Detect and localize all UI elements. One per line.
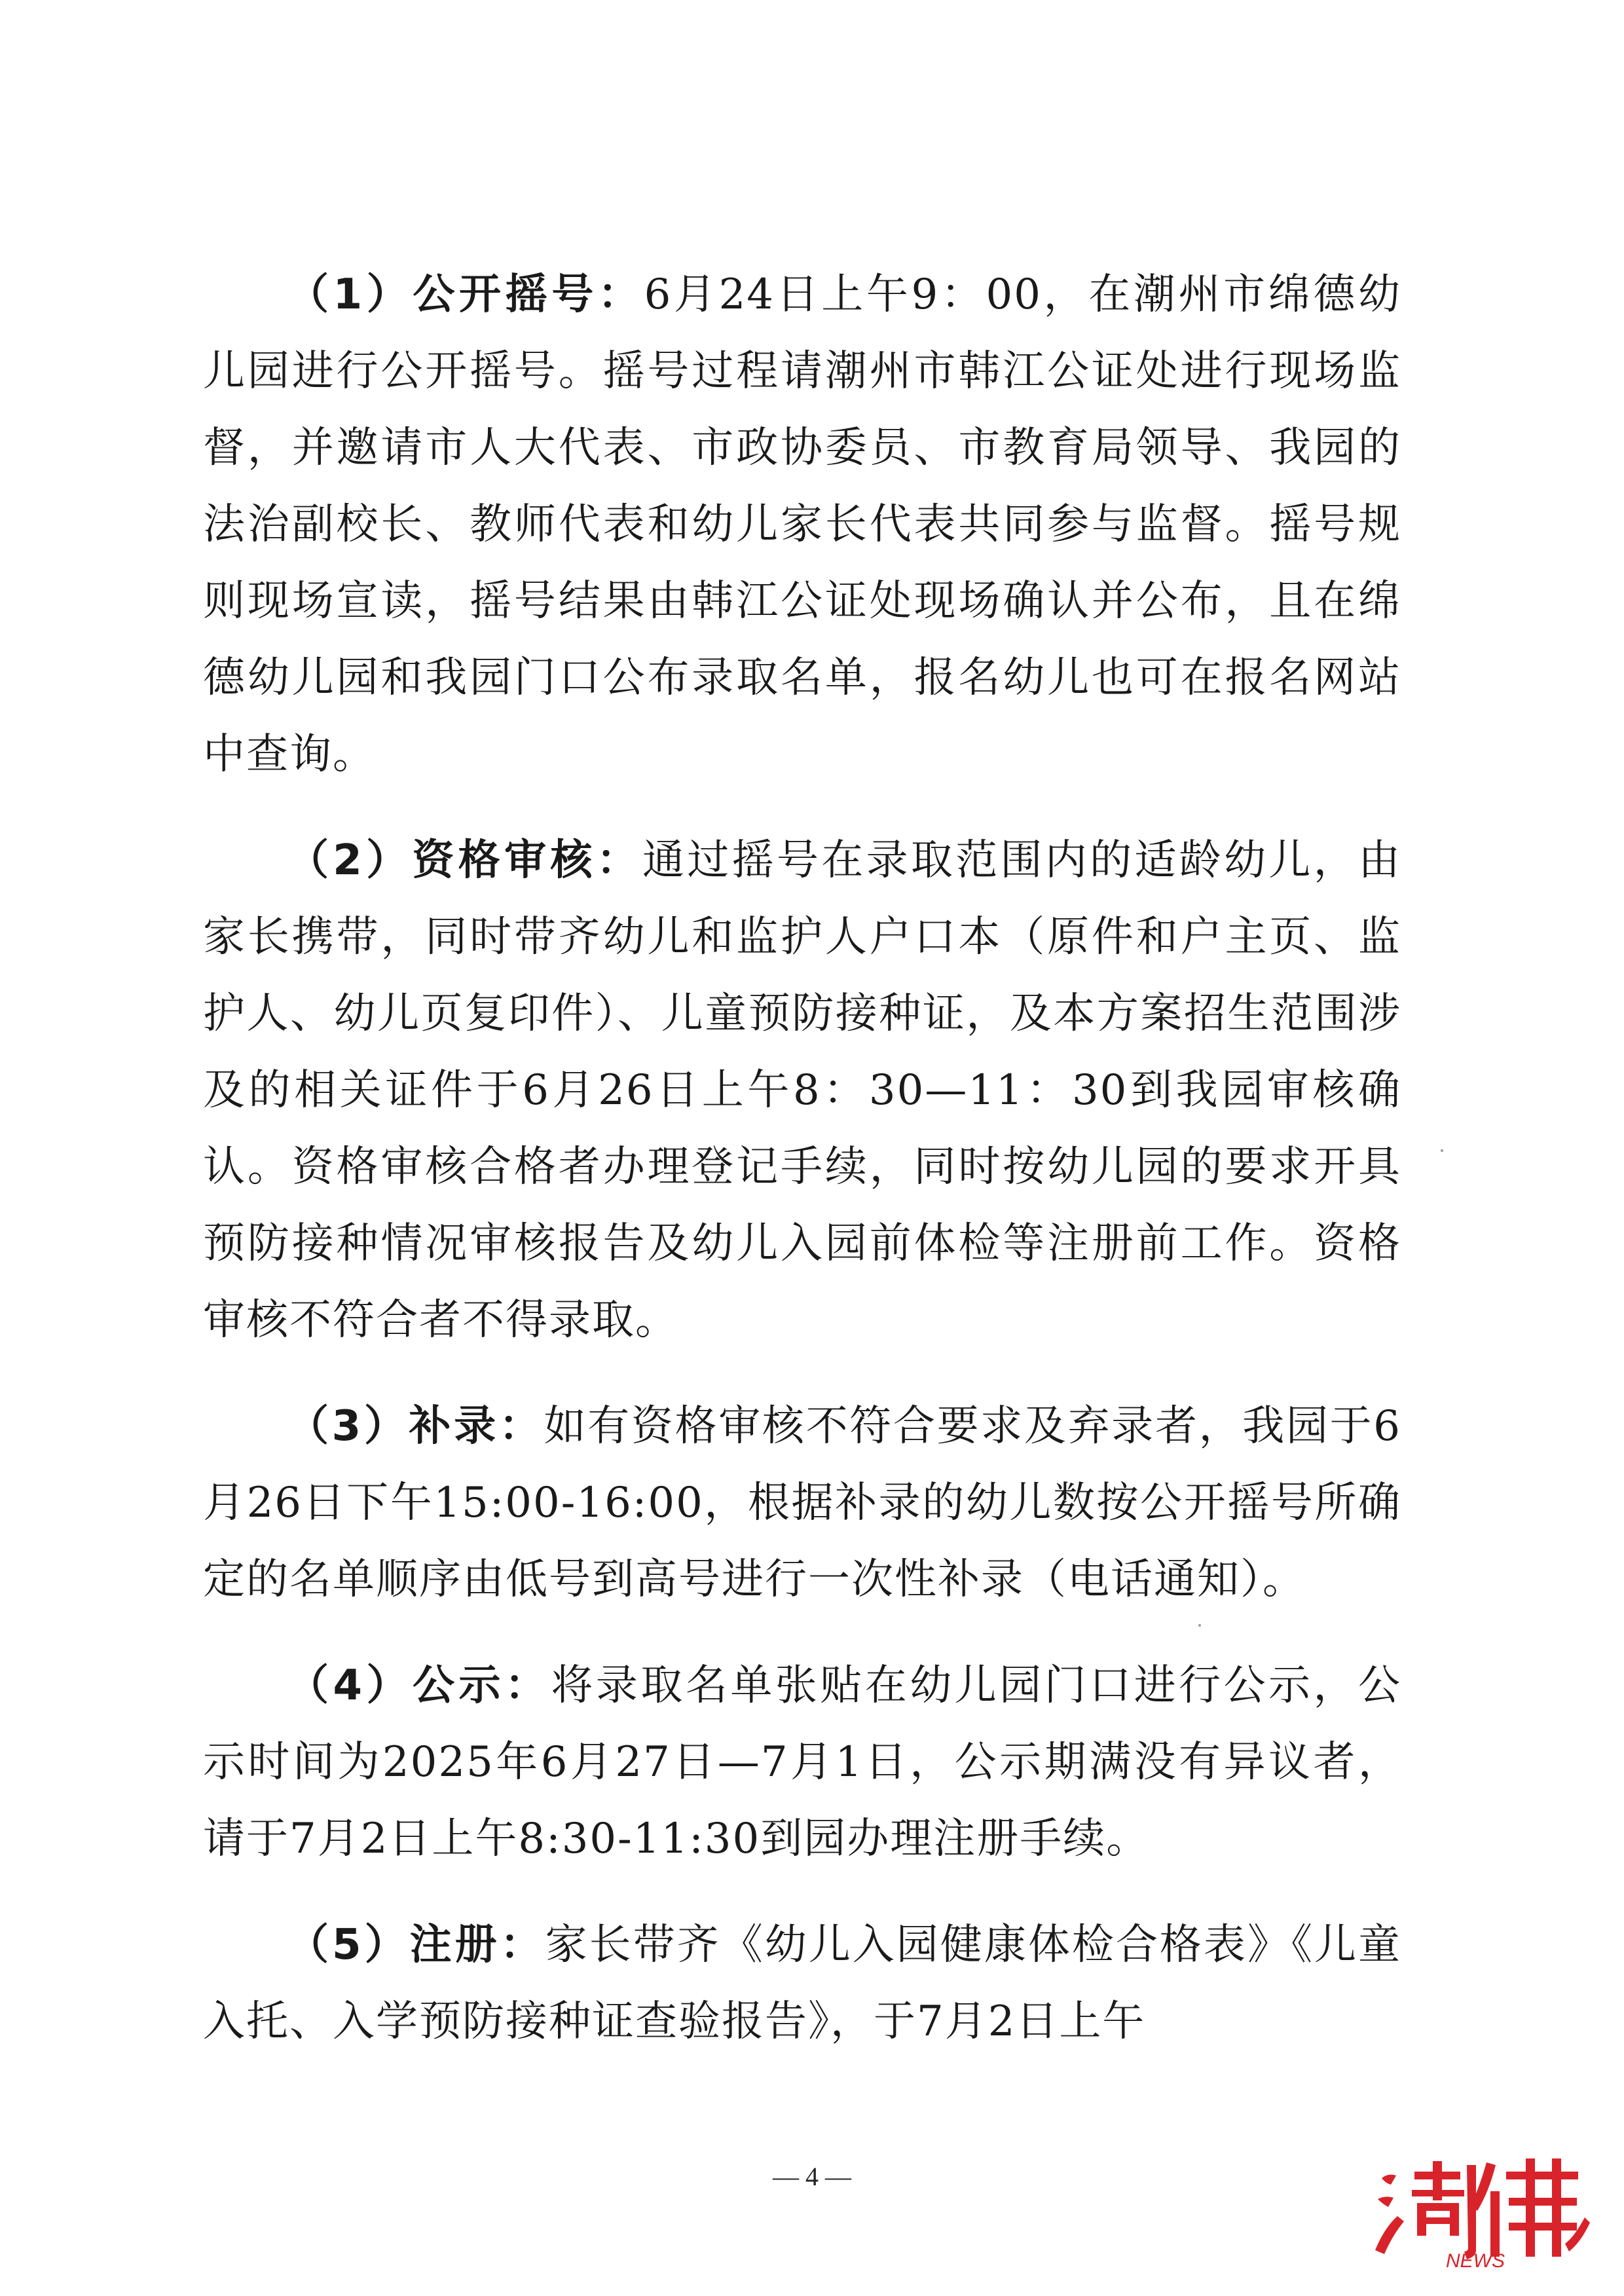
paragraph-label: （1）公开摇号： [287, 270, 644, 319]
paragraph-text: 6月24日上午9：00，在潮州市绵德幼儿园进行公开摇号。摇号过程请潮州市韩江公证处进行现场监督，并邀请市人大代表、市政协委员、市教育局领导、我园的法治副校长、教师代表和幼儿家长代表共同参与监督。摇号规则现场宣读，摇号结果由韩江公证处现场确认并公布，且在绵德幼儿园和我园门口公布录取名单，报名幼儿也可在报名网站中查询。 [203, 270, 1402, 779]
paragraph-text: 通过摇号在录取范围内的适龄幼儿，由家长携带，同时带齐幼儿和监护人户口本（原件和户主页、监护人、幼儿页复印件）、儿童预防接种证，及本方案招生范围涉及的相关证件于6月26日上午8：30—11：30到我园审核确认。资格审核合格者办理登记手续，同时按幼儿园的要求开具预防接种情况审核报告及幼儿入园前体检等注册前工作。资格审核不符合者不得录取。 [203, 836, 1402, 1344]
paragraph-label: （2）资格审核： [287, 836, 643, 885]
scan-speck [1198, 1624, 1201, 1627]
document-body [203, 257, 1401, 2060]
paragraph-label: （4）公示： [287, 1661, 551, 1710]
logo-news-text: NEWS [1446, 2250, 1505, 2270]
paragraph-text: 将录取名单张贴在幼儿园门口进行公示，公示时间为2025年6月27日—7月1日，公示期满没有异议者，请于7月2日上午8:30-11:30到园办理注册手续。 [203, 1661, 1402, 1863]
paragraph-label: （3）补录： [287, 1402, 544, 1451]
paragraph-label: （5）注册： [287, 1921, 545, 1969]
paragraph-registration [203, 1907, 1401, 2060]
news-logo-watermark [1369, 2152, 1591, 2270]
paragraph-public-lottery [203, 257, 1401, 793]
paragraph-text: 如有资格审核不符合要求及弃录者，我园于6月26日下午15:00-16:00，根据补录的幼儿数按公开摇号所确定的名单顺序由低号到高号进行一次性补录（电话通知）。 [203, 1402, 1402, 1604]
paragraph-qualification-review [203, 823, 1401, 1359]
paragraph-supplementary-admission [203, 1388, 1401, 1618]
paragraph-text: 家长带齐《幼儿入园健康体检合格表》《儿童入托、入学预防接种证查验报告》，于7月2日上午 [203, 1921, 1402, 2046]
paragraph-public-notice [203, 1648, 1401, 1878]
page-number: — 4 — [773, 2162, 851, 2191]
scan-speck [1441, 1149, 1443, 1152]
